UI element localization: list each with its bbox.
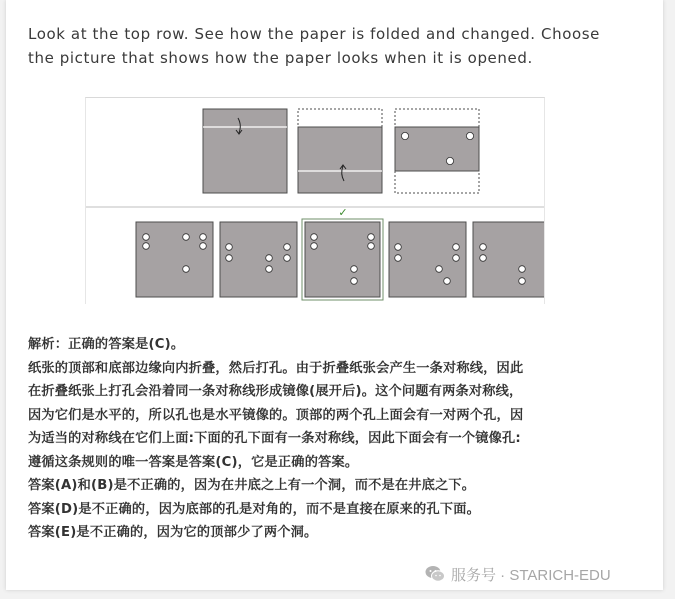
- explanation-line: 答案(E)是不正确的，因为它的顶部少了两个洞。: [28, 525, 318, 540]
- option-b[interactable]: [220, 222, 297, 297]
- puzzle-svg: [86, 98, 544, 304]
- explanation-line: 因为它们是水平的，所以孔也是水平镜像的。顶部的两个孔上面会有一对两个孔，因: [28, 407, 524, 423]
- explanation-line: 遵循这条规则的唯一答案是答案(C)，它是正确的答案。: [28, 454, 359, 470]
- hole: [401, 132, 408, 139]
- watermark-text: 服务号 · STARICH-EDU: [451, 566, 611, 584]
- wechat-icon: [425, 565, 445, 583]
- explanation-text: [28, 333, 658, 545]
- puzzle-figure: [85, 97, 545, 304]
- hole: [466, 132, 473, 139]
- option-d[interactable]: [389, 222, 466, 297]
- hole: [446, 157, 453, 164]
- question-line: Look at the top row. See how the paper is folded and changed. Choose: [28, 25, 601, 43]
- explanation-line: 解析：正确的答案是(C)。: [28, 337, 185, 352]
- fold-step-2: [298, 109, 382, 193]
- option-c[interactable]: [302, 206, 383, 300]
- option-e[interactable]: [473, 222, 544, 297]
- option-a[interactable]: [136, 222, 213, 297]
- checkmark-icon: ✓: [338, 206, 348, 219]
- watermark: [425, 563, 611, 585]
- article-card: [6, 0, 663, 590]
- explanation-line: 纸张的顶部和底部边缘向内折叠，然后打孔。由于折叠纸张会产生一条对称线，因此: [28, 360, 524, 376]
- explanation-line: 答案(D)是不正确的，因为底部的孔是对角的，而不是直接在原来的孔下面。: [28, 501, 480, 517]
- fold-step-3: [395, 109, 479, 193]
- explanation-line: 在折叠纸张上打孔会沿着同一条对称线形成镜像(展开后)。这个问题有两条对称线，: [28, 384, 523, 399]
- question-text: [28, 22, 646, 70]
- explanation-line: 答案(A)和(B)是不正确的，因为在井底之上有一个洞，而不是在井底之下。: [28, 478, 476, 493]
- question-line: the picture that shows how the paper looks when it is opened.: [28, 49, 533, 67]
- explanation-line: 为适当的对称线在它们上面:下面的孔下面有一条对称线，因此下面会有一个镜像孔:: [28, 431, 521, 446]
- fold-step-1: [203, 109, 287, 193]
